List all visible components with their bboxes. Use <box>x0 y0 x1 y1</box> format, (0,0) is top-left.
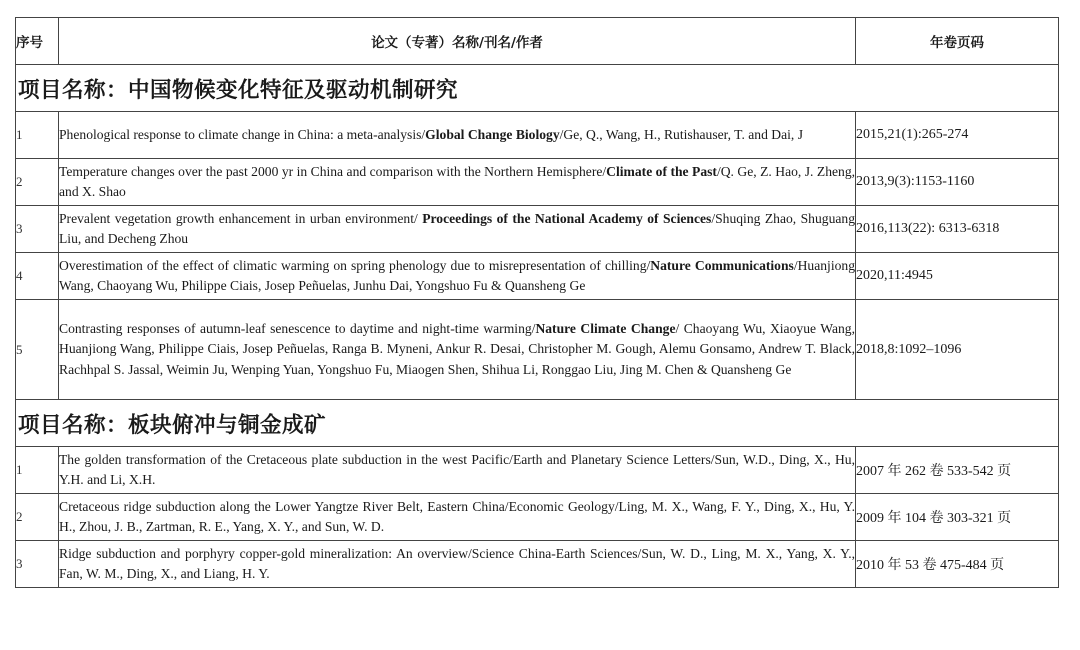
paper-authors: /Huanjiong Wang, Chaoyang Wu, Philippe Ciais, Josep Peñuelas, Junhu Dai, Yongshuo Fu & Quansheng Ge <box>59 257 855 293</box>
paper-reference: 2016,113(22): 6313-6318 <box>856 206 1059 253</box>
paper-citation <box>59 300 856 400</box>
paper-authors: /Q. Ge, Z. Hao, J. Zheng, and X. Shao <box>59 163 856 199</box>
table-row <box>16 206 1059 253</box>
paper-number: 2 <box>16 159 59 206</box>
paper-authors: / Chaoyang Wu, Xiaoyue Wang, Huanjiong Wang, Philippe Ciais, Josep Peñuelas, Ranga B. Myneni, Ankur R. Desai, Christopher M. Gough, Alemu Gonsamo, Andrew T. Black, Rachhpal S. Jassal, Weimin Ju, Wenping Yuan, Yongshuo Fu, Miaogen Shen, Shihua Li, Ronggao Liu, Jing M. Chen & Quansheng Ge <box>59 320 855 377</box>
paper-reference: 2020,11:4945 <box>856 253 1059 300</box>
paper-title: Phenological response to climate change in China: a meta-analysis/ <box>59 126 426 142</box>
paper-citation: Ridge subduction and porphyry copper-gold mineralization: An overview/Science China-Earth Sciences/Sun, W. D., Ling, M. X., Yang, X. Y., Fan, W. M., Ding, X., and Liang, H. Y. <box>59 541 856 588</box>
paper-journal: Global Change Biology <box>425 126 560 142</box>
paper-citation: Cretaceous ridge subduction along the Lower Yangtze River Belt, Eastern China/Economic Geology/Ling, M. X., Wang, F. Y., Ding, X., Hu, Y. H., Zhou, J. B., Zartman, R. E., Yang, X. Y., and Sun, W. D. <box>59 494 856 541</box>
paper-number: 3 <box>16 206 59 253</box>
header-paper-title: 论文（专著）名称/刊名/作者 <box>59 18 856 65</box>
paper-reference: 2015,21(1):265-274 <box>856 112 1059 159</box>
paper-number: 1 <box>16 112 59 159</box>
paper-title: Temperature changes over the past 2000 yr in China and comparison with the Northern Hemisphere/ <box>59 163 607 179</box>
project-name: 项目名称：板块俯冲与铜金成矿 <box>16 400 1059 447</box>
table-row <box>16 541 1059 588</box>
paper-reference: 2007 年 262 卷 533-542 页 <box>856 447 1059 494</box>
paper-reference: 2013,9(3):1153-1160 <box>856 159 1059 206</box>
paper-journal: Nature Climate Change <box>535 320 676 336</box>
paper-reference: 2018,8:1092–1096 <box>856 300 1059 400</box>
project-heading-row <box>16 65 1059 112</box>
paper-number: 5 <box>16 300 59 400</box>
table-row <box>16 159 1059 206</box>
table-row <box>16 447 1059 494</box>
paper-number: 3 <box>16 541 59 588</box>
table-row <box>16 112 1059 159</box>
paper-title: Overestimation of the effect of climatic warming on spring phenology due to misrepresentation of chilling/ <box>59 257 651 273</box>
paper-authors: /Ge, Q., Wang, H., Rutishauser, T. and Dai, J <box>559 126 804 142</box>
paper-authors: /Shuqing Zhao, Shuguang Liu, and Decheng Zhou <box>59 210 855 246</box>
paper-citation <box>59 112 856 159</box>
project-name: 项目名称：中国物候变化特征及驱动机制研究 <box>16 65 1059 112</box>
paper-number: 4 <box>16 253 59 300</box>
paper-number: 1 <box>16 447 59 494</box>
publication-table <box>15 17 1059 588</box>
paper-journal: Nature Communications <box>650 257 794 273</box>
paper-number: 2 <box>16 494 59 541</box>
paper-citation <box>59 206 856 253</box>
header-serial-number: 序号 <box>16 18 59 65</box>
paper-citation <box>59 159 856 206</box>
paper-journal: Climate of the Past <box>606 163 717 179</box>
table-row <box>16 253 1059 300</box>
paper-citation: The golden transformation of the Cretaceous plate subduction in the west Pacific/Earth and Planetary Science Letters/Sun, W.D., Ding, X., Hu, Y.H. and Li, X.H. <box>59 447 856 494</box>
project-heading-row <box>16 400 1059 447</box>
table-row <box>16 494 1059 541</box>
header-year-volume-pages: 年卷页码 <box>856 18 1059 65</box>
paper-reference: 2010 年 53 卷 475-484 页 <box>856 541 1059 588</box>
paper-citation <box>59 253 856 300</box>
paper-journal: Proceedings of the National Academy of Sciences <box>422 210 712 226</box>
paper-title: Prevalent vegetation growth enhancement in urban environment/ <box>59 210 423 226</box>
paper-reference: 2009 年 104 卷 303-321 页 <box>856 494 1059 541</box>
table-header-row <box>16 18 1059 65</box>
table-row <box>16 300 1059 400</box>
paper-title: Contrasting responses of autumn-leaf senescence to daytime and night-time warming/ <box>59 320 536 336</box>
